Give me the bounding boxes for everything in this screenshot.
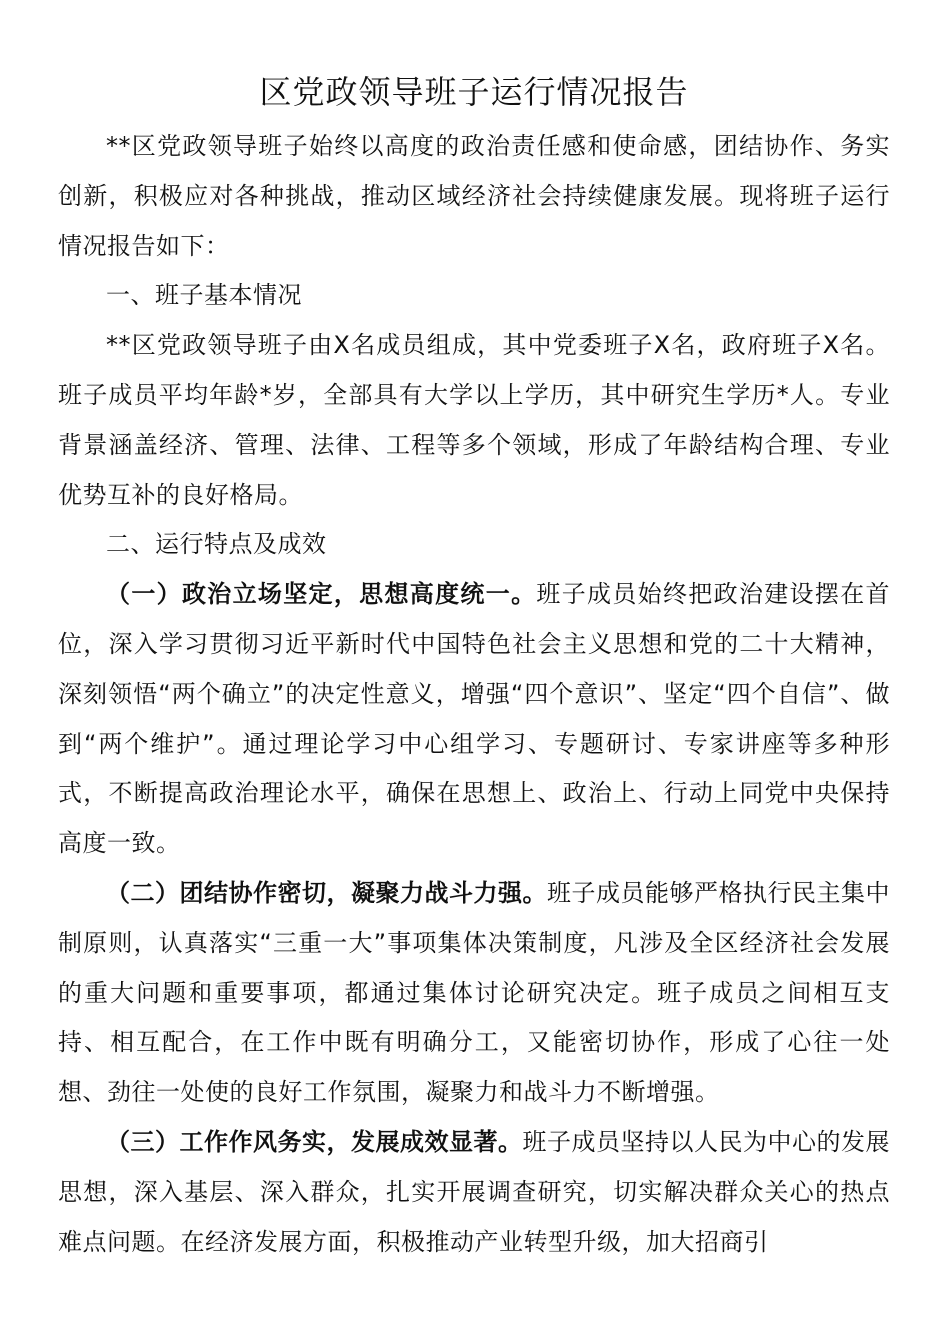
feature-paragraph-political [58, 570, 890, 869]
feature-text-unity: 班子成员能够严格执行民主集中制原则，认真落实“三重一大”事项集体决策制度，凡涉及全区经济社会发展的重大问题和重要事项，都通过集体讨论研究决定。班子成员之间相互支持、相互配合，在工作中既有明确分工，又能密切协作，形成了心往一处想、劲往一处使的良好工作氛围，凝聚力和战斗力不断增强。 [58, 878, 890, 1107]
section-heading-features: 二、运行特点及成效 [106, 530, 327, 559]
feature-lead-work-style: （三）工作作风务实，发展成效显著。 [106, 1127, 523, 1156]
intro-paragraph: **区党政领导班子始终以高度的政治责任感和使命感，团结协作、务实创新，积极应对各种挑战，推动区域经济社会持续健康发展。现将班子运行情况报告如下： [58, 132, 890, 260]
basic-info-paragraph: **区党政领导班子由X名成员组成，其中党委班子X名，政府班子X名。班子成员平均年龄*岁，全部具有大学以上学历，其中研究生学历*人。专业背景涵盖经济、管理、法律、工程等多个领域，形成了年龄结构合理、专业优势互补的良好格局。 [58, 331, 890, 509]
feature-text-work-style: 班子成员坚持以人民为中心的发展思想，深入基层、深入群众，扎实开展调查研究，切实解决群众关心的热点难点问题。在经济发展方面，积极推动产业转型升级，加大招商引 [58, 1127, 890, 1256]
document-page [58, 62, 890, 1267]
section-heading-basic-info: 一、班子基本情况 [106, 281, 302, 310]
feature-text-political: 班子成员始终把政治建设摆在首位，深入学习贯彻习近平新时代中国特色社会主义思想和党的二十大精神，深刻领悟“两个确立”的决定性意义，增强“四个意识”、坚定“四个自信”、做到“两个维护”。通过理论学习中心组学习、专题研讨、专家讲座等多种形式，不断提高政治理论水平，确保在思想上、政治上、行动上同党中央保持高度一致。 [58, 580, 891, 858]
feature-lead-political: （一）政治立场坚定，思想高度统一。 [106, 580, 537, 609]
document-title: 区党政领导班子运行情况报告 [259, 73, 689, 111]
feature-paragraph-unity [58, 869, 890, 1118]
feature-paragraph-work-style [58, 1118, 890, 1267]
feature-lead-unity: （二）团结协作密切，凝聚力战斗力强。 [106, 878, 547, 907]
